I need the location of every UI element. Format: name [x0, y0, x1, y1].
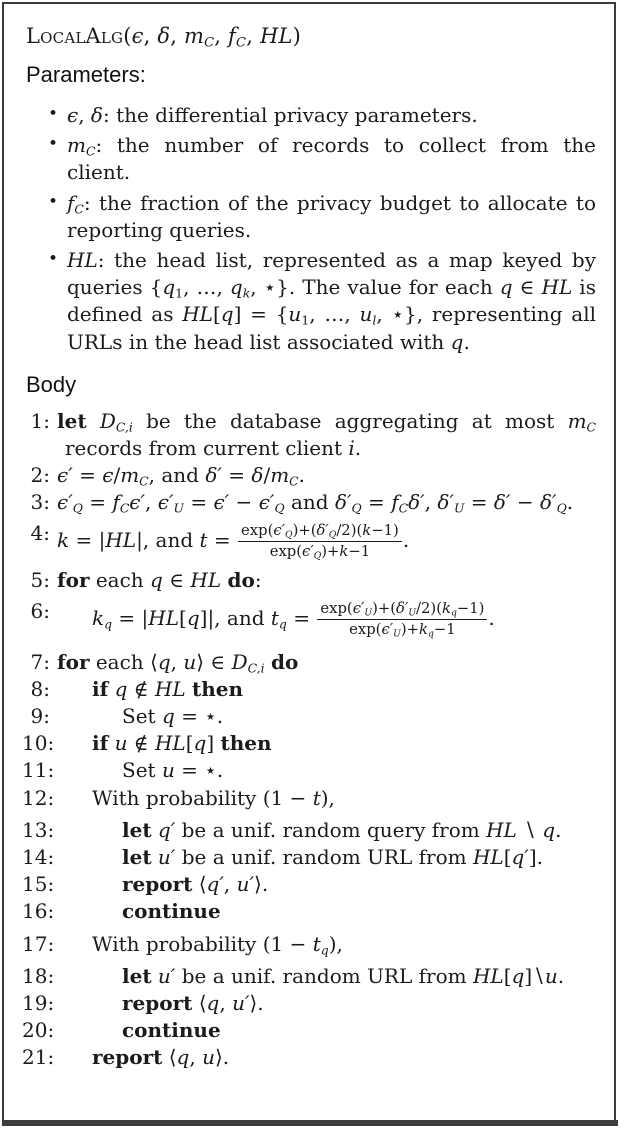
line-content: if u ∉ HL[q] then	[92, 731, 272, 756]
line-number: 14:	[22, 844, 55, 869]
line-number: 16:	[22, 899, 55, 924]
line-content: Set q = ⋆.	[122, 704, 224, 728]
line-number: 1:	[30, 408, 50, 433]
line-number: 11:	[22, 758, 55, 783]
line-content: let $D_{C,i}$ be the database aggregating at most $m_C$ records from current client i.	[57, 408, 597, 460]
line-number: 8:	[30, 676, 50, 701]
line-number: 13:	[22, 817, 55, 842]
line-number: 2:	[30, 463, 50, 488]
parameter-text: $m_C$: the number of records to collect from the client.	[67, 133, 596, 185]
line-content: report ⟨q, u′⟩.	[122, 990, 264, 1015]
code-line	[22, 567, 596, 594]
parameters-heading: Parameters:	[26, 62, 146, 87]
line-number: 12:	[22, 785, 55, 810]
line-number: 6:	[30, 599, 50, 624]
line-content: With probability (1 − t),	[92, 785, 335, 810]
code-line	[22, 489, 596, 516]
line-number: 3:	[30, 490, 50, 515]
line-content: k = |HL|, and t = $\frac{\exp(\epsilon'_Q)+(\delta'_Q/2)(k-1)}{\exp(\epsilon'_Q)+k-1}$ .	[57, 522, 410, 562]
line-content: if q ∉ HL then	[92, 676, 244, 701]
code-line	[22, 844, 596, 871]
code-line	[22, 871, 596, 898]
line-number: 20:	[22, 1018, 55, 1043]
line-content: let u′ be a unif. random URL from HL[q]∖u.	[122, 963, 565, 988]
code-line	[22, 931, 596, 958]
code-line	[22, 730, 596, 757]
bullet-icon: •	[48, 104, 59, 124]
line-content: continue	[122, 1018, 221, 1043]
line-content: $\epsilon'_Q = f_C\epsilon'$, $\epsilon'_U = \epsilon' - \epsilon'_Q$ and $\delta'_Q = f_C\delta'$, $\delta'_U = \delta' - \delta'_Q$.	[57, 490, 574, 516]
line-number: 7:	[30, 649, 50, 674]
parameter-item	[48, 102, 596, 129]
line-number: 21:	[22, 1045, 55, 1070]
line-content: report ⟨q′, u′⟩.	[122, 872, 269, 897]
code-line	[22, 520, 596, 563]
line-content: With probability $(1 - t_q)$,	[92, 931, 343, 957]
algorithm-figure	[2, 2, 616, 1124]
parameters-list	[48, 102, 596, 356]
line-number: 10:	[22, 731, 55, 756]
code-line	[22, 785, 596, 812]
code-line	[22, 817, 596, 844]
parameter-item	[48, 247, 596, 356]
line-number: 5:	[30, 567, 50, 592]
line-number: 19:	[22, 990, 55, 1015]
line-content: report ⟨q, u⟩.	[92, 1045, 230, 1070]
code-line	[22, 649, 596, 676]
line-content: for each q ∈ HL do:	[57, 567, 262, 592]
line-content: let q′ be a unif. random query from HL ∖ q.	[122, 817, 562, 842]
code-line	[22, 676, 596, 703]
parameter-item	[48, 132, 596, 186]
parameter-item	[48, 190, 596, 244]
line-number: 18:	[22, 963, 55, 988]
parameter-text: HL: the head list, represented as a map keyed by queries {$q_1$, …, $q_k$, ⋆}. The value for each q ∈ HL is defined as $HL[q] = \{u_1$, …, $u_l$, ⋆}, representing all URLs in the head list associated with q.	[67, 247, 597, 354]
code-line	[22, 963, 596, 990]
code-line	[22, 408, 596, 462]
bottom-rule	[2, 1120, 618, 1126]
bullet-icon: •	[48, 191, 59, 212]
line-number: 9:	[30, 704, 50, 728]
bullet-icon: •	[48, 134, 59, 155]
parameter-text: ϵ, δ: the differential privacy parameters.	[67, 103, 478, 127]
line-content: for each ⟨q, u⟩ ∈ $D_{C,i}$ do	[57, 649, 299, 676]
line-number: 4:	[30, 521, 50, 546]
bullet-icon: •	[48, 248, 59, 269]
code-line	[22, 990, 596, 1017]
line-number: 15:	[22, 872, 55, 897]
line-content: Set u = ⋆.	[122, 758, 224, 783]
code-line	[22, 1017, 596, 1044]
parameter-text: $f_C$: the fraction of the privacy budget to allocate to reporting queries.	[67, 190, 596, 242]
code-lines	[22, 408, 596, 1072]
line-content: $\epsilon' = \epsilon/m_C$, and $\delta' = \delta/m_C$.	[57, 463, 306, 489]
code-line	[22, 598, 596, 641]
line-number: 17:	[22, 931, 55, 956]
code-line	[22, 462, 596, 489]
code-line	[22, 1044, 596, 1071]
line-content: let u′ be a unif. random URL from HL[q′].	[122, 844, 544, 869]
code-line	[22, 757, 596, 784]
code-line	[22, 898, 596, 925]
algorithm-title: LocalAlg(ϵ, δ, $m_C$, $f_C$, HL)	[26, 24, 302, 51]
line-content: $k_q = |HL[q]|$, and $t_q$ = $\frac{\exp(\epsilon'_U)+(\delta'_U/2)(k_q-1)}{\exp(\epsilon'_U)+k_q-1}$ .	[92, 600, 495, 640]
body-heading: Body	[26, 371, 77, 397]
code-line	[22, 703, 596, 730]
line-content: continue	[122, 899, 221, 924]
